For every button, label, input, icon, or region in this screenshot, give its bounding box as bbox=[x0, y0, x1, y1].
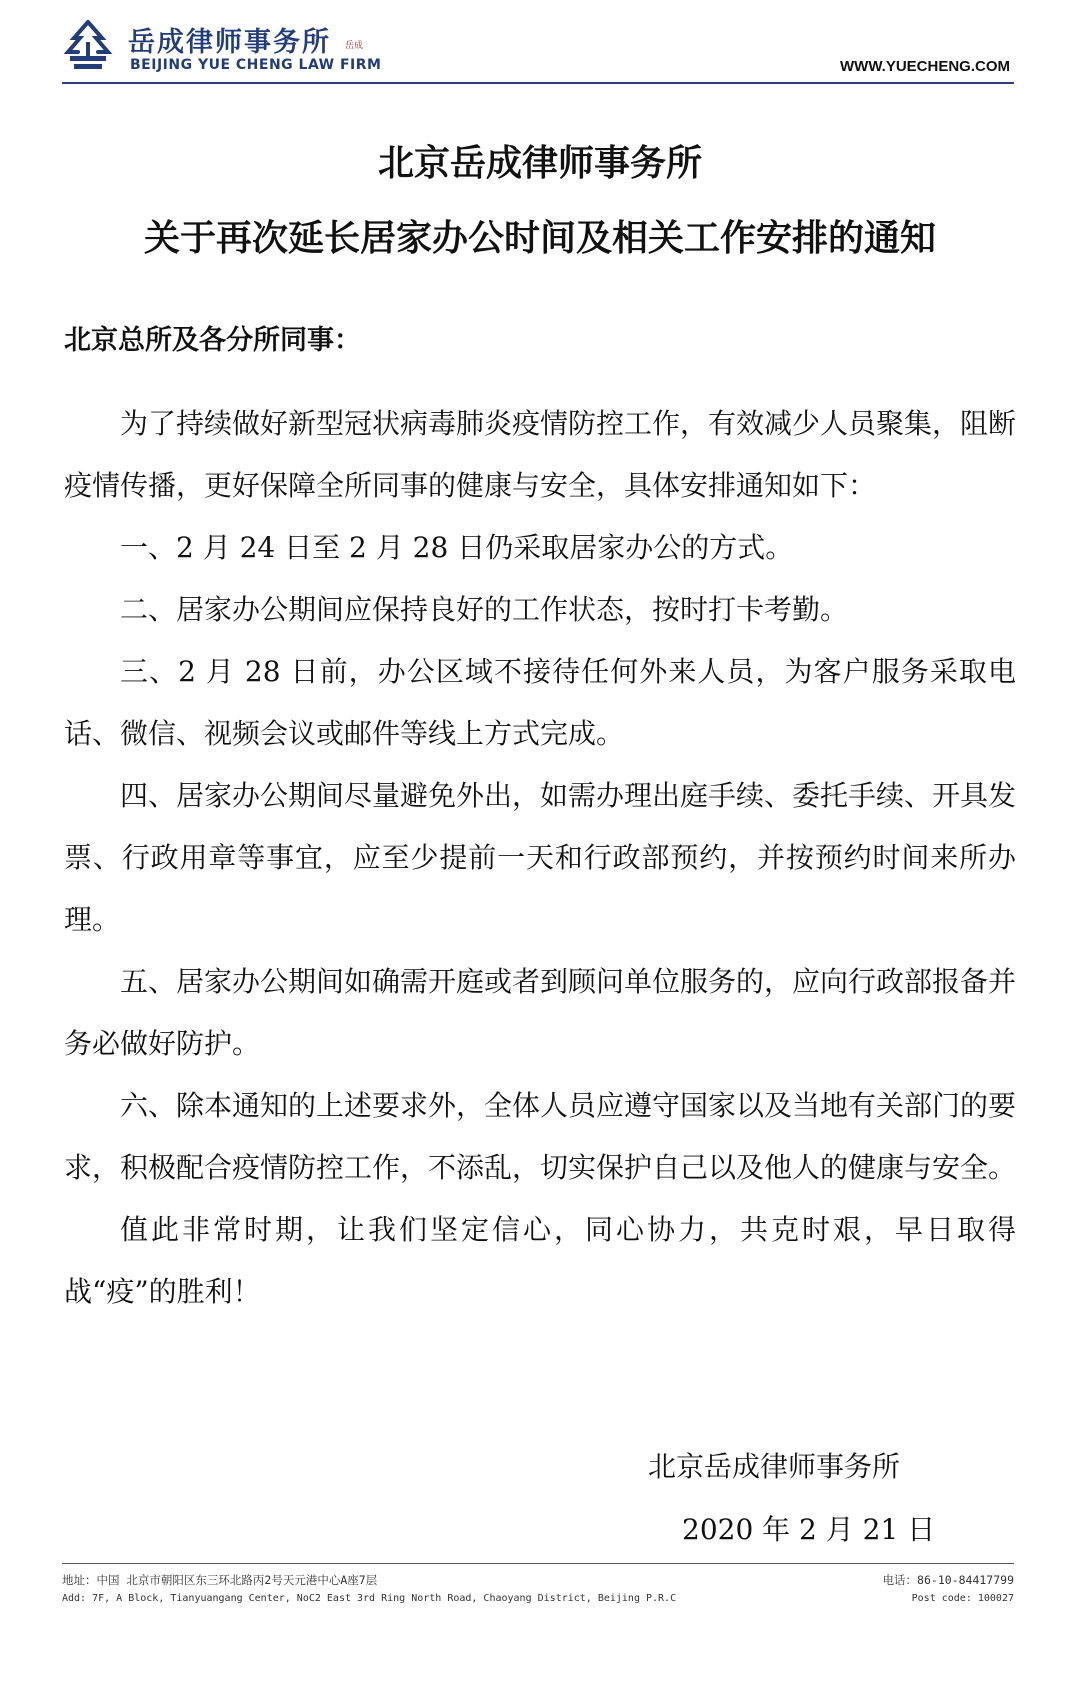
notice-body bbox=[64, 393, 1016, 1323]
firm-name-english: BEIJING YUE CHENG LAW FIRM bbox=[130, 57, 382, 73]
paragraph-closing: 值此非常时期，让我们坚定信心，同心协力，共克时艰，早日取得战“疫”的胜利！ bbox=[64, 1213, 1016, 1308]
signature-firm-name: 北京岳成律师事务所 bbox=[648, 1450, 901, 1483]
firm-name-chinese: 岳成律师事务所 bbox=[128, 27, 331, 58]
footer-divider bbox=[62, 1563, 1014, 1564]
paragraph-item-1: 一、2 月 24 日至 2 月 28 日仍采取居家办公的方式。 bbox=[120, 531, 794, 564]
salutation: 北京总所及各分所同事： bbox=[64, 325, 361, 356]
footer-address-chinese: 地址：中国 北京市朝阳区东三环北路丙2号天元港中心A座7层 bbox=[62, 1573, 378, 1587]
document-title-line1: 北京岳成律师事务所 bbox=[377, 143, 702, 184]
website-url: WWW.YUECHENG.COM bbox=[840, 58, 1010, 75]
paragraph-item-4: 四、居家办公期间尽量避免外出，如需办理出庭手续、委托手续、开具发票、行政用章等事宜，应至少提前一天和行政部预约，并按预约时间来所办理。 bbox=[64, 779, 1017, 936]
paragraph-item-6: 六、除本通知的上述要求外，全体人员应遵守国家以及当地有关部门的要求，积极配合疫情防控工作，不添乱，切实保护自己以及他人的健康与安全。 bbox=[64, 1089, 1017, 1184]
paragraph-item-3: 三、2 月 28 日前，办公区域不接待任何外来人员，为客户服务采取电话、微信、视频会议或邮件等线上方式完成。 bbox=[64, 655, 1016, 750]
signature-date: 2020 年 2 月 21 日 bbox=[682, 1513, 936, 1546]
firm-logo-icon bbox=[60, 18, 116, 74]
footer-post-code: Post code: 100027 bbox=[911, 1593, 1014, 1604]
footer-phone: 电话：86-10-84417799 bbox=[882, 1573, 1014, 1587]
paragraph-item-2: 二、居家办公期间应保持良好的工作状态，按时打卡考勤。 bbox=[120, 593, 849, 626]
paragraph-intro: 为了持续做好新型冠状病毒肺炎疫情防控工作，有效减少人员聚集，阻断疫情传播，更好保障全所同事的健康与安全，具体安排通知如下： bbox=[64, 407, 1017, 502]
header-divider bbox=[62, 82, 1014, 84]
document-title-line2: 关于再次延长居家办公时间及相关工作安排的通知 bbox=[143, 218, 936, 259]
paragraph-item-5: 五、居家办公期间如确需开庭或者到顾问单位服务的，应向行政部报备并务必做好防护。 bbox=[64, 965, 1017, 1060]
letterhead bbox=[0, 0, 1080, 95]
footer-address-english: Add: 7F, A Block, Tianyuangang Center, NoC2 East 3rd Ring North Road, Chaoyang District, Beijing P.R.C bbox=[62, 1593, 677, 1604]
signature-mark: 岳成 bbox=[345, 41, 364, 51]
